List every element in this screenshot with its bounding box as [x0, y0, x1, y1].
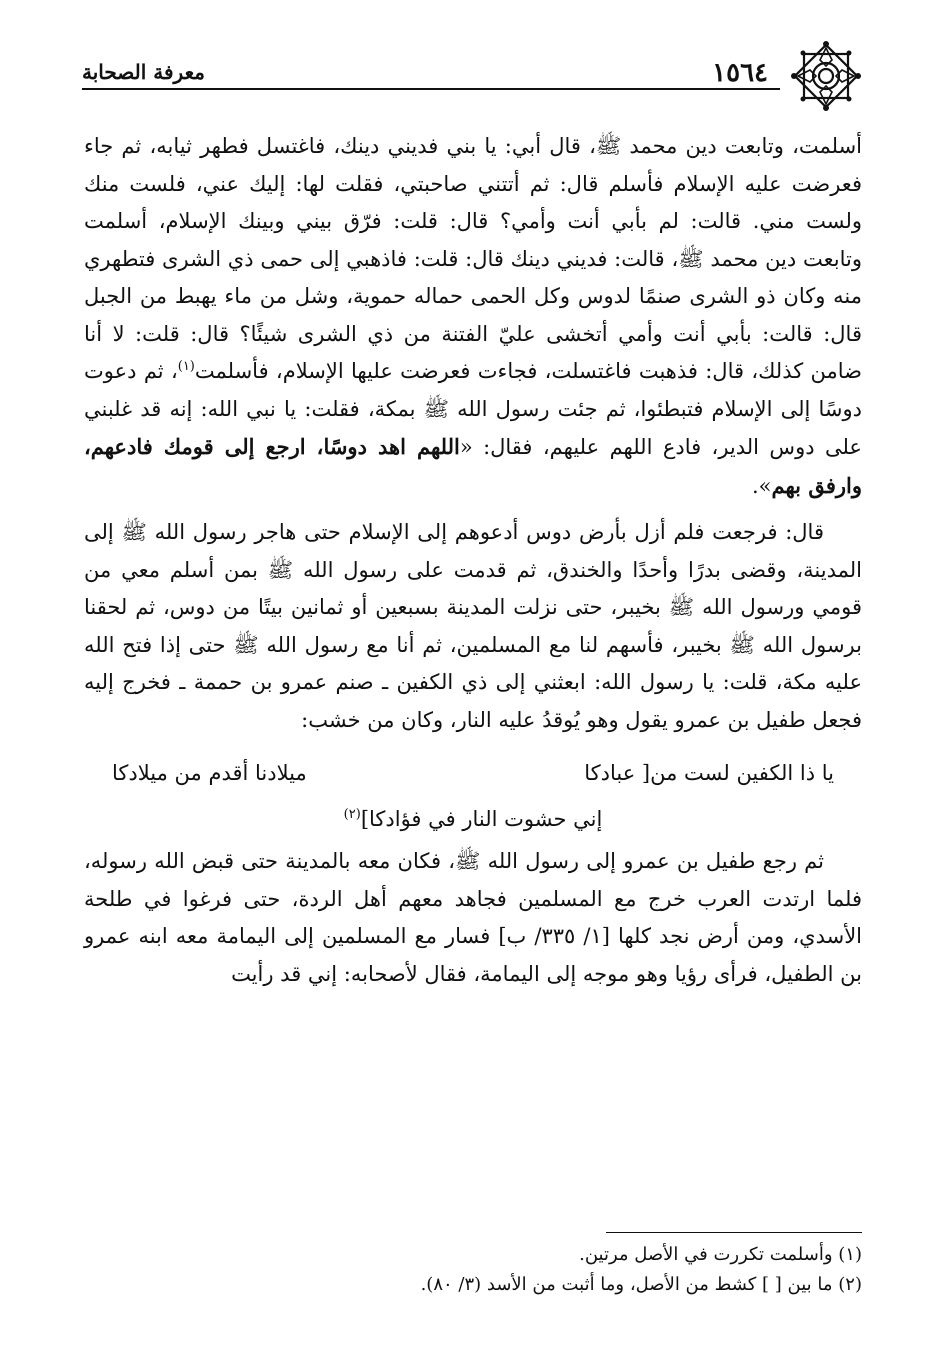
verse-text: إني حشوت النار في فؤادكا]	[360, 807, 603, 832]
islamic-star-ornament-icon	[788, 38, 864, 114]
text-line: لحقنا برسول الله ﷺ بخيبر، فأسهم لنا مع المسلمين، ثم أنا مع رسول الله ﷺ حتى إذا	[84, 595, 862, 657]
footnote-marker-1[interactable]: (١)	[177, 359, 195, 374]
paragraph-3	[84, 843, 862, 993]
text-line: فعرضت عليها الإسلام، فأسلمت	[194, 359, 471, 383]
text-line: ثم جاء فعرضت عليه الإسلام فأسلم قال: ثم أتتني صاحبتي، فقلت لها: إليك عني،	[84, 134, 862, 196]
text-line: حمى ذي الشرى فتطهري منه وكان ذو الشرى صنمًا لدوس وكل الحمى حماله حموية،	[84, 246, 862, 308]
text-line: فخرج إليه فجعل طفيل بن عمرو يقول وهو يُوقدُ عليه النار، وكان من خشب:	[84, 670, 862, 732]
text-line: وشل من ماء يهبط من الجبل قال: قالت: بأبي أنت وأمي أتخشى عليّ الفتنة من ذي	[84, 284, 862, 346]
text-line: ».	[751, 473, 772, 498]
footnote-2: (٢) ما بين [ ] كشط من الأصل، وما أثبت من الأسد (٣/ ٨٠).	[420, 1274, 862, 1295]
text-line: رسوله، فلما ارتدت العرب خرج مع المسلمين فجاهد معهم أهل الردة، حتى فرغوا في	[84, 849, 862, 911]
main-text	[84, 128, 862, 993]
footnotes	[84, 1240, 862, 1300]
text-line: أسلمت، وتابعت دين محمد ﷺ، قال أبي: يا بني فديني دينك، فاغتسل فطهر ثيابه،	[149, 134, 862, 158]
running-title: معرفة الصحابة	[82, 60, 205, 84]
text-line: قال: فرجعت فلم أزل بأرض دوس أدعوهم إلى الإسلام حتى هاجر رسول الله ﷺ	[121, 520, 824, 544]
text-line: رسول الله ﷺ بمكة، فقلت: يا نبي الله: إنه قد غلبني على دوس الدير، فادع اللهم	[84, 396, 862, 459]
text-line: فلست منك ولست مني. قالت: لم بأبي أنت وأمي؟ قال: قلت: فرّق بيني وبينك	[84, 171, 862, 233]
text-line: الشرى شيئًا؟ قال: قلت: لا أنا ضامن كذلك، قال: فذهبت فاغتسلت، فجاءت	[84, 321, 862, 383]
verse-hemistich-left: ميلادنا أقدم من ميلادكا	[112, 761, 307, 786]
header-divider	[82, 88, 780, 90]
prophetic-supplication: اللهم اهد دوسًا، ارجع إلى قومك فادعهم، وارفق بهم	[84, 434, 862, 498]
poetry-verse	[84, 751, 862, 843]
page-number: ١٥٦٤	[712, 58, 768, 88]
text-line: إلى المدينة، وقضى بدرًا وأحدًا والخندق، ثم قدمت على رسول الله ﷺ بمن أسلم معي	[84, 520, 862, 582]
text-line: طلحة الأسدي، ومن أرض نجد كلها [١/ ٣٣٥/ ب] فسار مع المسلمين إلى اليمامة معه	[84, 886, 863, 948]
verse-hemistich-center	[344, 801, 603, 839]
text-line: ابنه عمرو بن الطفيل، فرأى رؤيا وهو موجه إلى اليمامة، فقال لأصحابه: إني قد رأيت	[84, 924, 862, 986]
paragraph-1	[84, 128, 862, 505]
verse-line-1	[84, 751, 862, 797]
footnote-1: (١) وأسلمت تكررت في الأصل مرتين.	[579, 1244, 862, 1265]
text-line: ثم رجع طفيل بن عمرو إلى رسول الله ﷺ، فكان معه بالمدينة حتى قبض الله	[154, 849, 824, 873]
verse-line-2	[84, 797, 862, 843]
footnote-marker-2[interactable]: (٢)	[343, 807, 361, 823]
text-line: فتح الله عليه مكة، قلت: يا رسول الله: ابعثني إلى ذي الكفين ـ صنم عمرو بن حممة ـ	[84, 632, 862, 694]
verse-hemistich-right: يا ذا الكفين لست من[ عبادكا	[584, 761, 834, 786]
text-line: الإسلام، أسلمت وتابعت دين محمد ﷺ، قالت: فديني دينك قال: قلت: فاذهبي إلى	[84, 209, 862, 271]
paragraph-2	[84, 514, 862, 739]
text-line: من قومي ورسول الله ﷺ بخيبر، حتى نزلت المدينة بسبعين أو ثمانين بيتًا من دوس، ثم	[84, 557, 862, 619]
text-line: ، ثم دعوت دوسًا إلى الإسلام فتبطئوا، ثم جئت	[84, 359, 862, 421]
text-line: عليهم، فقال: «	[459, 435, 600, 459]
footnote-divider	[606, 1232, 862, 1233]
page-header	[82, 38, 864, 116]
